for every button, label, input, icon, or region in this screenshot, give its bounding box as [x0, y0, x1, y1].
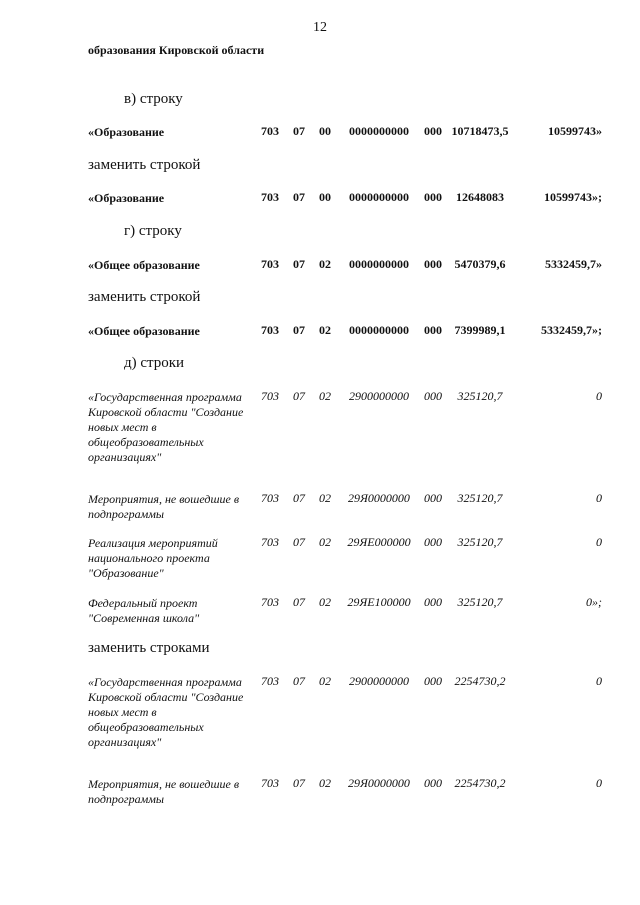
dept-code: 703 — [261, 190, 279, 204]
row-name: Мероприятия, не вошедшие в подпрограммы — [88, 777, 240, 806]
expense-type-code: 000 — [424, 595, 442, 609]
instruction-d: д) строки — [124, 355, 185, 371]
target-article-code: 29Я0000000 — [348, 776, 410, 790]
subsection-code: 02 — [319, 776, 331, 790]
amount-2: 0 — [596, 389, 602, 403]
section-code: 07 — [293, 776, 305, 790]
target-article-code: 0000000000 — [349, 124, 409, 138]
subsection-code: 02 — [319, 323, 331, 337]
amount-1: 5470379,6 — [454, 257, 506, 271]
expense-type-code: 000 — [424, 257, 442, 271]
amount-2: 0 — [596, 674, 602, 688]
expense-type-code: 000 — [424, 776, 442, 790]
amount-1: 2254730,2 — [454, 776, 506, 790]
continued-title: образования Кировской области — [88, 43, 265, 57]
section-code: 07 — [293, 124, 305, 138]
subsection-code: 00 — [319, 124, 331, 138]
target-article-code: 2900000000 — [349, 674, 409, 688]
dept-code: 703 — [261, 776, 279, 790]
expense-type-code: 000 — [424, 389, 442, 403]
section-code: 07 — [293, 674, 305, 688]
row-name: «Образование — [88, 125, 165, 139]
amount-1: 325120,7 — [457, 491, 503, 505]
dept-code: 703 — [261, 535, 279, 549]
expense-type-code: 000 — [424, 491, 442, 505]
instruction-replace-row: заменить строкой — [88, 157, 201, 173]
row-name: «Государственная программа Кировской области "Создание новых мест в общеобразовательных организациях" — [88, 390, 244, 464]
amount-1: 2254730,2 — [454, 674, 506, 688]
amount-2: 10599743»; — [544, 190, 602, 204]
amount-1: 325120,7 — [457, 595, 503, 609]
amount-2: 10599743» — [548, 124, 602, 138]
dept-code: 703 — [261, 595, 279, 609]
instruction-g: г) строку — [124, 223, 182, 239]
expense-type-code: 000 — [424, 535, 442, 549]
row-name: «Общее образование — [88, 324, 200, 338]
amount-1: 325120,7 — [457, 535, 503, 549]
section-code: 07 — [293, 190, 305, 204]
expense-type-code: 000 — [424, 323, 442, 337]
dept-code: 703 — [261, 491, 279, 505]
dept-code: 703 — [261, 674, 279, 688]
amount-1: 7399989,1 — [454, 323, 506, 337]
amount-2: 0»; — [586, 595, 602, 609]
section-code: 07 — [293, 257, 305, 271]
amount-2: 0 — [596, 535, 602, 549]
amount-2: 0 — [596, 776, 602, 790]
section-code: 07 — [293, 595, 305, 609]
row-name: Реализация мероприятий национального проекта "Образование" — [88, 536, 218, 580]
dept-code: 703 — [261, 389, 279, 403]
instruction-v: в) строку — [124, 91, 183, 107]
row-name: «Государственная программа Кировской области "Создание новых мест в общеобразовательных организациях" — [88, 675, 244, 749]
amount-1: 10718473,5 — [451, 124, 509, 138]
dept-code: 703 — [261, 257, 279, 271]
amount-1: 325120,7 — [457, 389, 503, 403]
target-article-code: 0000000000 — [349, 257, 409, 271]
target-article-code: 2900000000 — [349, 389, 409, 403]
target-article-code: 29ЯЕ000000 — [347, 535, 411, 549]
section-code: 07 — [293, 389, 305, 403]
instruction-replace-row-2: заменить строкой — [88, 289, 201, 305]
section-code: 07 — [293, 323, 305, 337]
row-name: «Общее образование — [88, 258, 200, 272]
subsection-code: 02 — [319, 389, 331, 403]
section-code: 07 — [293, 491, 305, 505]
subsection-code: 02 — [319, 257, 331, 271]
amount-2: 5332459,7» — [545, 257, 602, 271]
amount-1: 12648083 — [456, 190, 504, 204]
target-article-code: 0000000000 — [349, 323, 409, 337]
dept-code: 703 — [261, 124, 279, 138]
row-name: Федеральный проект "Современная школа" — [88, 596, 200, 625]
target-article-code: 29Я0000000 — [348, 491, 410, 505]
instruction-replace-rows: заменить строками — [88, 640, 210, 656]
subsection-code: 00 — [319, 190, 331, 204]
target-article-code: 29ЯЕ100000 — [347, 595, 411, 609]
amount-2: 0 — [596, 491, 602, 505]
subsection-code: 02 — [319, 491, 331, 505]
dept-code: 703 — [261, 323, 279, 337]
row-name: Мероприятия, не вошедшие в подпрограммы — [88, 492, 240, 521]
expense-type-code: 000 — [424, 124, 442, 138]
amount-2: 5332459,7»; — [541, 323, 602, 337]
page-number: 12 — [313, 20, 327, 35]
subsection-code: 02 — [319, 674, 331, 688]
section-code: 07 — [293, 535, 305, 549]
subsection-code: 02 — [319, 595, 331, 609]
subsection-code: 02 — [319, 535, 331, 549]
target-article-code: 0000000000 — [349, 190, 409, 204]
expense-type-code: 000 — [424, 674, 442, 688]
row-name: «Образование — [88, 191, 165, 205]
expense-type-code: 000 — [424, 190, 442, 204]
